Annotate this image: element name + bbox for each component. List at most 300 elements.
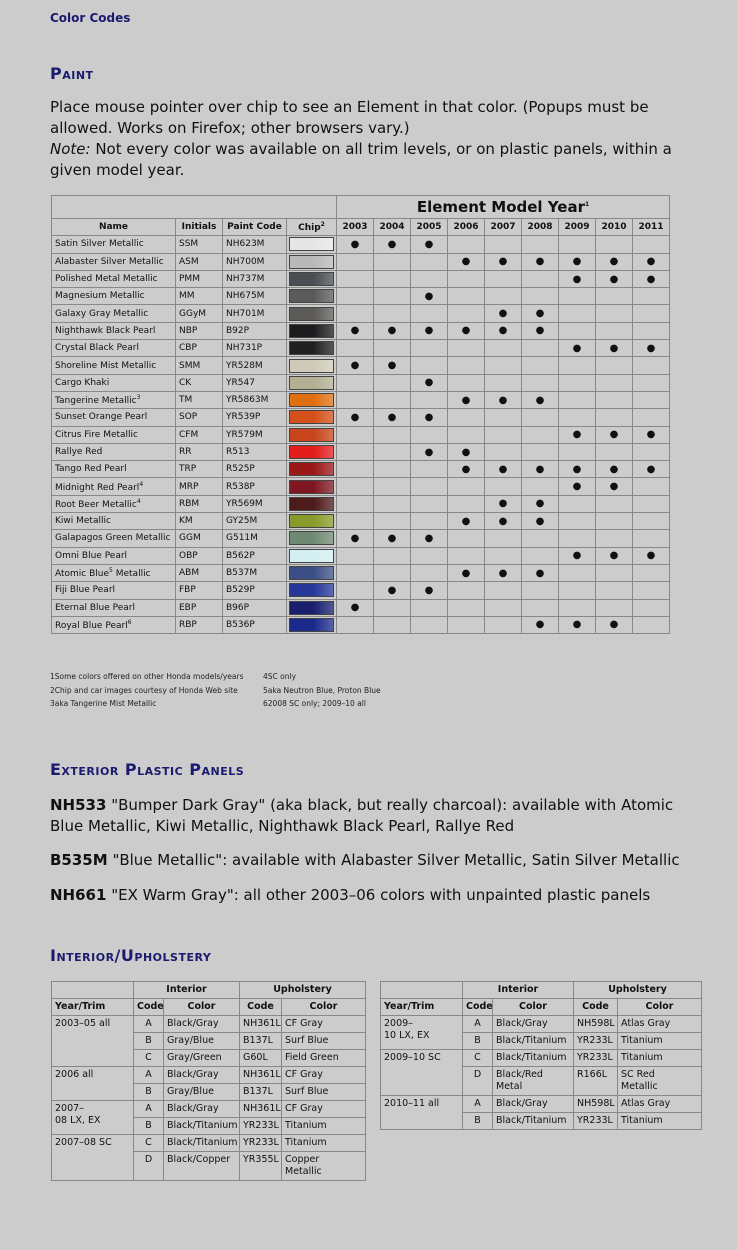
color-chip[interactable] <box>287 374 337 391</box>
year-cell <box>337 340 374 357</box>
year-cell <box>559 288 596 305</box>
year-cell <box>448 495 485 512</box>
color-code: NH701M <box>223 305 287 322</box>
color-chip-swatch[interactable] <box>289 583 334 597</box>
color-name <box>52 270 176 287</box>
color-chip[interactable] <box>287 495 337 512</box>
footnote: 5aka Neutron Blue, Proton Blue <box>263 685 381 695</box>
availability-dot: ● <box>609 619 619 631</box>
color-name <box>52 391 176 408</box>
footnote: 3aka Tangerine Mist Metallic <box>50 699 157 708</box>
year-cell <box>596 374 633 391</box>
year-cell <box>559 513 596 530</box>
year-cell <box>374 530 411 547</box>
availability-dot: ● <box>498 498 508 510</box>
color-initials: CFM <box>176 426 223 443</box>
year-cell <box>411 236 448 253</box>
interior-color: Gray/Blue <box>164 1033 240 1050</box>
col-code: Code <box>240 999 282 1016</box>
color-chip-swatch[interactable] <box>289 462 334 476</box>
year-cell <box>522 599 559 616</box>
color-chip[interactable] <box>287 426 337 443</box>
paint-row <box>52 495 670 512</box>
color-chip-swatch[interactable] <box>289 618 334 632</box>
paint-intro <box>50 97 710 181</box>
color-name <box>52 340 176 357</box>
year-cell <box>522 236 559 253</box>
year-cell <box>596 443 633 460</box>
year-cell <box>485 305 522 322</box>
color-chip[interactable] <box>287 357 337 374</box>
year-cell <box>411 513 448 530</box>
paint-row <box>52 374 670 391</box>
year-cell <box>337 374 374 391</box>
color-chip-swatch[interactable] <box>289 341 334 355</box>
availability-dot: ● <box>609 342 619 354</box>
year-cell <box>596 270 633 287</box>
year-cell <box>448 253 485 270</box>
color-initials: PMM <box>176 270 223 287</box>
upholstery-code: YR233L <box>574 1033 618 1050</box>
year-cell <box>559 253 596 270</box>
color-name-text: Royal Blue Pearl <box>55 620 128 631</box>
year-cell <box>596 478 633 495</box>
year-cell <box>559 616 596 633</box>
year-cell <box>337 409 374 426</box>
color-chip-swatch[interactable] <box>289 601 334 615</box>
year-cell <box>411 288 448 305</box>
color-chip[interactable] <box>287 391 337 408</box>
color-chip-swatch[interactable] <box>289 272 334 286</box>
col-code: Code <box>463 999 493 1016</box>
availability-dot: ● <box>387 238 397 250</box>
year-cell <box>337 530 374 547</box>
year-cell <box>559 409 596 426</box>
year-cell <box>522 547 559 564</box>
interior-code: C <box>134 1135 164 1152</box>
exterior-item-1 <box>50 795 710 837</box>
year-cell <box>596 599 633 616</box>
color-chip[interactable] <box>287 443 337 460</box>
color-code: YR547 <box>223 374 287 391</box>
year-cell <box>337 253 374 270</box>
year-trim: 2007–08 SC <box>52 1135 134 1181</box>
paint-row <box>52 322 670 339</box>
year-cell <box>448 357 485 374</box>
color-code: B536P <box>223 616 287 633</box>
interior-code: A <box>463 1096 493 1113</box>
color-initials: CK <box>176 374 223 391</box>
year-cell <box>522 322 559 339</box>
interior-color: Black/Gray <box>164 1016 240 1033</box>
color-chip[interactable] <box>287 530 337 547</box>
year-cell <box>374 374 411 391</box>
year-cell <box>485 409 522 426</box>
upholstery-table-right <box>380 981 702 1130</box>
year-cell <box>374 478 411 495</box>
year-cell <box>485 270 522 287</box>
upholstery-code: B137L <box>240 1033 282 1050</box>
year-cell <box>596 357 633 374</box>
color-chip-swatch[interactable] <box>289 324 334 338</box>
color-chip[interactable] <box>287 322 337 339</box>
color-chip[interactable] <box>287 305 337 322</box>
interior-code: C <box>463 1050 493 1067</box>
color-chip[interactable] <box>287 340 337 357</box>
color-chip-swatch[interactable] <box>289 359 334 373</box>
color-name-text: Polished Metal Metallic <box>55 274 158 285</box>
year-cell <box>337 322 374 339</box>
upholstery-color: Titanium <box>282 1135 366 1152</box>
color-initials: NBP <box>176 322 223 339</box>
interior-color: Black/Gray <box>493 1016 574 1033</box>
color-chip-swatch[interactable] <box>289 428 334 442</box>
color-chip[interactable] <box>287 599 337 616</box>
color-chip-swatch[interactable] <box>289 393 334 407</box>
availability-dot: ● <box>498 567 508 579</box>
uph-row <box>381 1096 702 1113</box>
year-cell <box>559 478 596 495</box>
availability-dot: ● <box>498 463 508 475</box>
color-code: NH731P <box>223 340 287 357</box>
color-name-text: Root Beer Metallic <box>55 499 137 510</box>
color-name <box>52 530 176 547</box>
year-cell <box>485 478 522 495</box>
upholstery-color: CF Gray <box>282 1067 366 1084</box>
year-cell <box>633 616 670 633</box>
color-name-sup: 6 <box>127 618 132 626</box>
color-chip[interactable] <box>287 582 337 599</box>
color-name <box>52 495 176 512</box>
color-initials: MRP <box>176 478 223 495</box>
year-cell <box>448 288 485 305</box>
color-name <box>52 357 176 374</box>
availability-dot: ● <box>609 481 619 493</box>
year-cell <box>411 357 448 374</box>
year-cell <box>485 443 522 460</box>
upholstery-code: NH598L <box>574 1016 618 1033</box>
color-chip-swatch[interactable] <box>289 514 334 528</box>
paint-row <box>52 564 670 581</box>
year-cell <box>596 513 633 530</box>
color-initials: CBP <box>176 340 223 357</box>
paint-row <box>52 443 670 460</box>
color-name-text: Omni Blue Pearl <box>55 550 128 561</box>
year-cell <box>485 599 522 616</box>
group-upholstery: Upholstery <box>574 982 702 999</box>
color-chip[interactable] <box>287 564 337 581</box>
year-cell <box>633 270 670 287</box>
upholstery-code: YR233L <box>574 1113 618 1130</box>
availability-dot: ● <box>646 342 656 354</box>
availability-dot: ● <box>535 463 545 475</box>
year-cell <box>448 513 485 530</box>
year-cell <box>374 582 411 599</box>
footnote: 4SC only <box>263 672 297 681</box>
year-cell <box>337 564 374 581</box>
year-cell <box>559 270 596 287</box>
availability-dot: ● <box>387 584 397 596</box>
upholstery-code: G60L <box>240 1050 282 1067</box>
color-chip-swatch[interactable] <box>289 480 334 494</box>
year-cell <box>374 340 411 357</box>
year-cell <box>485 288 522 305</box>
year-cell <box>559 340 596 357</box>
color-chip-swatch[interactable] <box>289 497 334 511</box>
year-cell <box>411 582 448 599</box>
color-name-text: Sunset Orange Pearl <box>55 412 148 423</box>
color-chip-swatch[interactable] <box>289 410 334 424</box>
availability-dot: ● <box>535 308 545 320</box>
color-chip-swatch[interactable] <box>289 289 334 303</box>
year-cell <box>633 495 670 512</box>
year-cell <box>448 616 485 633</box>
color-chip-swatch[interactable] <box>289 531 334 545</box>
col-paint-code: Paint Code <box>223 219 287 236</box>
color-chip[interactable] <box>287 461 337 478</box>
availability-dot: ● <box>535 515 545 527</box>
paint-row <box>52 340 670 357</box>
year-cell <box>559 426 596 443</box>
year-cell <box>559 564 596 581</box>
color-name <box>52 564 176 581</box>
col-year-2009: 2009 <box>559 219 596 236</box>
interior-color: Gray/Green <box>164 1050 240 1067</box>
year-cell <box>633 426 670 443</box>
year-trim: 2006 all <box>52 1067 134 1101</box>
year-cell <box>448 322 485 339</box>
upholstery-code: NH361L <box>240 1067 282 1084</box>
year-cell <box>633 547 670 564</box>
color-chip[interactable] <box>287 616 337 633</box>
year-cell <box>522 426 559 443</box>
col-color: Color <box>618 999 702 1016</box>
paint-row <box>52 391 670 408</box>
year-cell <box>633 374 670 391</box>
year-cell <box>448 236 485 253</box>
color-name <box>52 478 176 495</box>
availability-dot: ● <box>350 411 360 423</box>
color-chip-swatch[interactable] <box>289 255 334 269</box>
year-cell <box>485 547 522 564</box>
color-chip[interactable] <box>287 547 337 564</box>
upholstery-code: NH598L <box>574 1096 618 1113</box>
year-cell <box>337 305 374 322</box>
availability-dot: ● <box>572 342 582 354</box>
year-cell <box>374 253 411 270</box>
color-code: R513 <box>223 443 287 460</box>
color-initials: OBP <box>176 547 223 564</box>
upholstery-color: Titanium <box>282 1118 366 1135</box>
uph-row <box>381 1016 702 1033</box>
color-chip-swatch[interactable] <box>289 376 334 390</box>
year-cell <box>337 478 374 495</box>
exterior-item-2 <box>50 850 710 871</box>
availability-dot: ● <box>609 429 619 441</box>
availability-dot: ● <box>461 394 471 406</box>
color-name-sup: 4 <box>139 480 144 488</box>
availability-dot: ● <box>387 532 397 544</box>
interior-code: A <box>134 1016 164 1033</box>
color-name <box>52 443 176 460</box>
color-chip[interactable] <box>287 270 337 287</box>
interior-code: B <box>134 1118 164 1135</box>
year-cell <box>522 616 559 633</box>
year-cell <box>596 426 633 443</box>
interior-color: Gray/Blue <box>164 1084 240 1101</box>
availability-dot: ● <box>646 550 656 562</box>
color-chip[interactable] <box>287 288 337 305</box>
availability-dot: ● <box>498 515 508 527</box>
year-cell <box>596 547 633 564</box>
paint-row <box>52 530 670 547</box>
paint-row <box>52 599 670 616</box>
availability-dot: ● <box>424 411 434 423</box>
upholstery-color: Titanium <box>618 1033 702 1050</box>
color-chip-swatch[interactable] <box>289 445 334 459</box>
availability-dot: ● <box>535 567 545 579</box>
year-cell <box>522 495 559 512</box>
availability-dot: ● <box>572 481 582 493</box>
availability-dot: ● <box>461 446 471 458</box>
color-name <box>52 599 176 616</box>
paint-row <box>52 305 670 322</box>
year-cell <box>448 461 485 478</box>
color-chip-swatch[interactable] <box>289 307 334 321</box>
note-text: Not every color was available on all trim levels, or on plastic panels, within a given model year. <box>50 140 672 179</box>
year-cell <box>411 495 448 512</box>
color-code: GY25M <box>223 513 287 530</box>
availability-dot: ● <box>498 256 508 268</box>
upholstery-code: YR233L <box>574 1050 618 1067</box>
year-cell <box>374 495 411 512</box>
availability-dot: ● <box>535 498 545 510</box>
group-upholstery: Upholstery <box>240 982 366 999</box>
availability-dot: ● <box>535 394 545 406</box>
availability-dot: ● <box>498 308 508 320</box>
year-cell <box>596 236 633 253</box>
availability-dot: ● <box>572 273 582 285</box>
year-cell <box>633 253 670 270</box>
footnote: 1Some colors offered on other Honda models/years <box>50 672 244 681</box>
year-cell <box>411 391 448 408</box>
year-cell <box>522 270 559 287</box>
color-initials: GGyM <box>176 305 223 322</box>
color-code: B537M <box>223 564 287 581</box>
year-trim: 2009– 10 LX, EX <box>381 1016 463 1050</box>
availability-dot: ● <box>572 619 582 631</box>
color-initials: ASM <box>176 253 223 270</box>
year-cell <box>485 513 522 530</box>
interior-code: B <box>463 1033 493 1050</box>
upholstery-code: NH361L <box>240 1101 282 1118</box>
year-cell <box>374 513 411 530</box>
year-cell <box>374 616 411 633</box>
year-cell <box>633 478 670 495</box>
availability-dot: ● <box>572 463 582 475</box>
year-cell <box>633 461 670 478</box>
color-chip-swatch[interactable] <box>289 237 334 251</box>
year-cell <box>596 409 633 426</box>
uph-row <box>52 1135 366 1152</box>
year-cell <box>337 495 374 512</box>
interior-color: Black/Gray <box>164 1101 240 1118</box>
color-name-text: Citrus Fire Metallic <box>55 429 138 440</box>
interior-code: B <box>134 1084 164 1101</box>
year-cell <box>448 305 485 322</box>
upholstery-color: Surf Blue <box>282 1084 366 1101</box>
year-cell <box>596 461 633 478</box>
paint-row <box>52 270 670 287</box>
availability-dot: ● <box>609 256 619 268</box>
color-chip[interactable] <box>287 409 337 426</box>
interior-color: Black/Titanium <box>493 1050 574 1067</box>
year-cell <box>522 530 559 547</box>
color-chip[interactable] <box>287 478 337 495</box>
interior-code: C <box>134 1050 164 1067</box>
availability-dot: ● <box>424 446 434 458</box>
upholstery-color: Atlas Gray <box>618 1096 702 1113</box>
color-name-text: Eternal Blue Pearl <box>55 602 136 613</box>
model-year-title: Element Model Year <box>416 198 585 216</box>
availability-dot: ● <box>350 602 360 614</box>
availability-dot: ● <box>387 360 397 372</box>
year-cell <box>337 513 374 530</box>
year-cell <box>522 461 559 478</box>
color-name <box>52 236 176 253</box>
color-chip[interactable] <box>287 236 337 253</box>
year-cell <box>448 478 485 495</box>
year-cell <box>522 340 559 357</box>
year-cell <box>337 270 374 287</box>
interior-code: A <box>134 1067 164 1084</box>
interior-color: Black/Gray <box>164 1067 240 1084</box>
year-cell <box>522 253 559 270</box>
year-cell <box>374 270 411 287</box>
upholstery-code: NH361L <box>240 1016 282 1033</box>
color-chip[interactable] <box>287 253 337 270</box>
color-initials: RBM <box>176 495 223 512</box>
upholstery-code: B137L <box>240 1084 282 1101</box>
color-chip[interactable] <box>287 513 337 530</box>
color-initials: RBP <box>176 616 223 633</box>
availability-dot: ● <box>535 325 545 337</box>
color-code: YR569M <box>223 495 287 512</box>
year-cell <box>448 564 485 581</box>
year-cell <box>633 357 670 374</box>
year-cell <box>485 340 522 357</box>
year-cell <box>559 374 596 391</box>
year-cell <box>448 599 485 616</box>
interior-color: Black/Copper <box>164 1152 240 1181</box>
color-chip-swatch[interactable] <box>289 566 334 580</box>
availability-dot: ● <box>461 463 471 475</box>
col-year-2008: 2008 <box>522 219 559 236</box>
year-cell <box>559 599 596 616</box>
year-cell <box>374 236 411 253</box>
availability-dot: ● <box>424 325 434 337</box>
color-initials: GGM <box>176 530 223 547</box>
year-cell <box>596 616 633 633</box>
year-cell <box>596 340 633 357</box>
upholstery-color: Titanium <box>618 1050 702 1067</box>
color-name <box>52 547 176 564</box>
year-cell <box>374 357 411 374</box>
color-name <box>52 461 176 478</box>
color-name-text: Galapagos Green Metallic <box>55 533 171 544</box>
color-chip-swatch[interactable] <box>289 549 334 563</box>
interior-color: Black/Titanium <box>164 1118 240 1135</box>
